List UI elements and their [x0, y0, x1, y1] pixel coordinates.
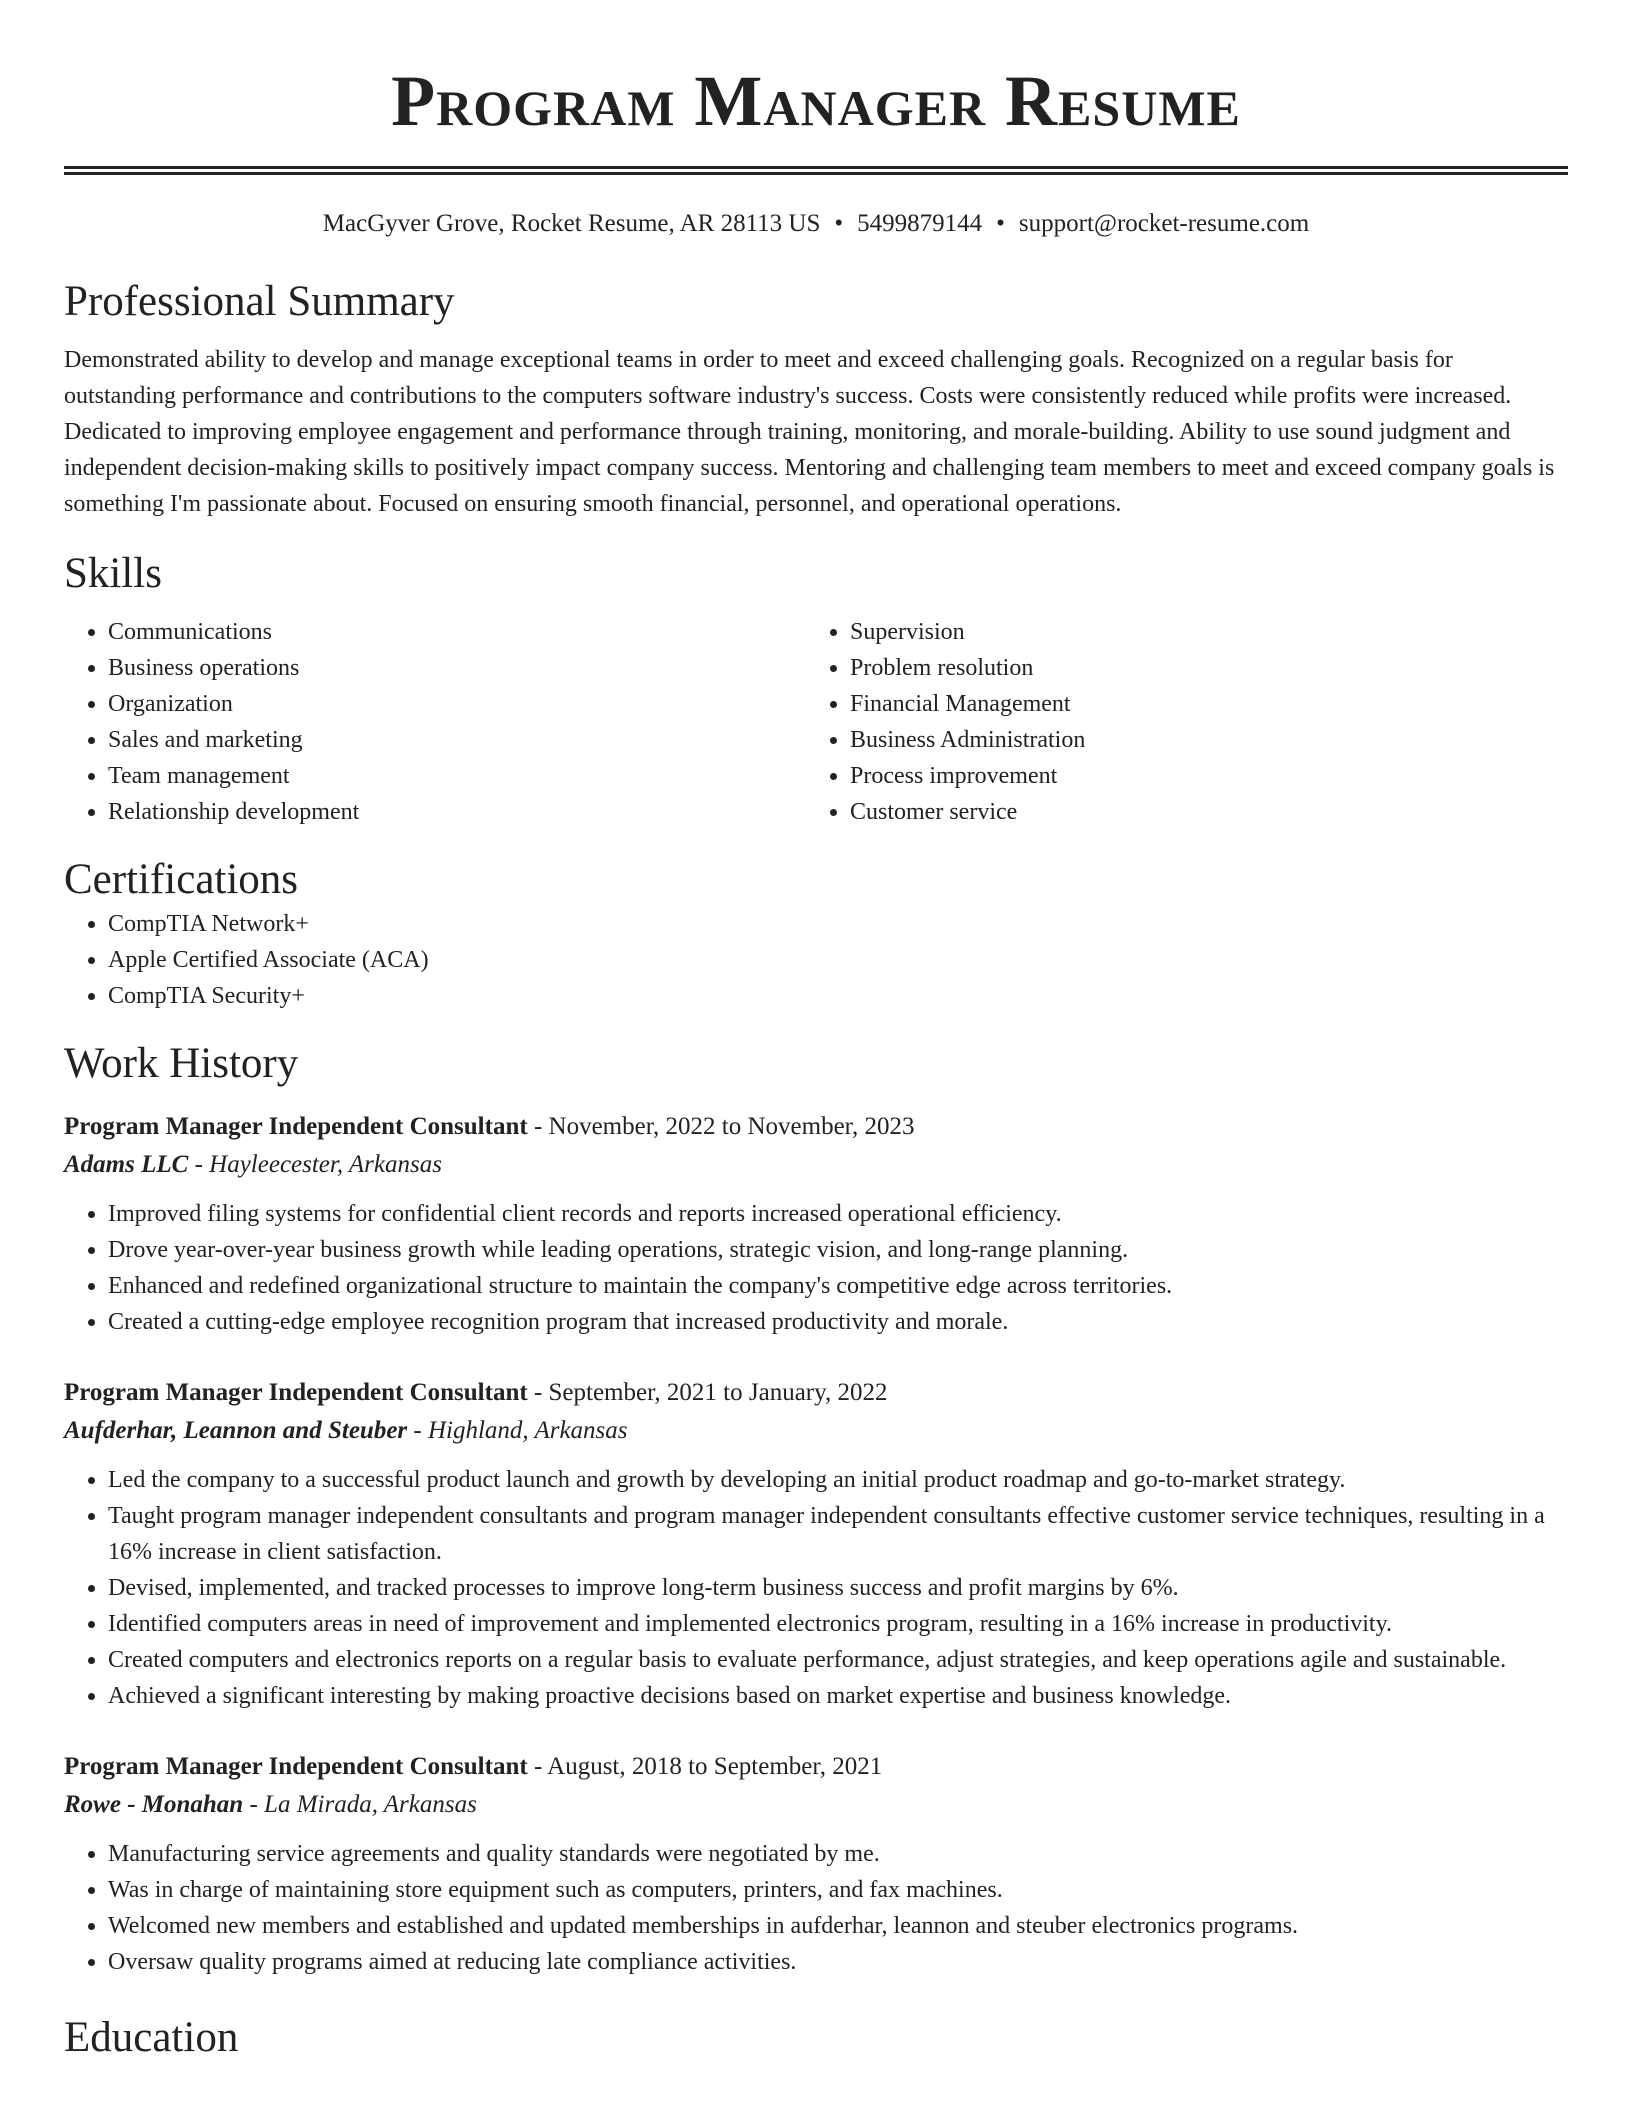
job-duty: • Identified computers areas in need of improvement and implemented electronics program, resulting in a 16% increase in productivity. [108, 1606, 1568, 1642]
skills-column-right [806, 614, 1548, 830]
skill-item: • Financial Management [850, 686, 1548, 722]
job-location: - Hayleecester, Arkansas [188, 1151, 442, 1178]
job-role: Program Manager Independent Consultant [64, 1753, 528, 1780]
job-location: - Highland, Arkansas [407, 1417, 628, 1444]
skills-list-left [64, 614, 806, 830]
skill-item: • Business operations [108, 650, 806, 686]
job-title-line [64, 1374, 1568, 1412]
job-duty: • Achieved a significant interesting by making proactive decisions based on market expertise and business knowledge. [108, 1678, 1568, 1714]
contact-line [64, 208, 1568, 240]
job-dates: - August, 2018 to September, 2021 [527, 1753, 883, 1780]
job-duty: • Was in charge of maintaining store equipment such as computers, printers, and fax machines. [108, 1872, 1568, 1908]
summary-text: Demonstrated ability to develop and manage exceptional teams in order to meet and exceed challenging goals. Recognized on a regular basis for outstanding performance and contributions to the computers software industry's success. Costs were consistently reduced while profits were increased. Dedicated to improving employee engagement and performance through training, monitoring, and morale-building. Ability to use sound judgment and independent decision-making skills to positively impact company success. Mentoring and challenging team members to meet and exceed company goals is something I'm passionate about. Focused on ensuring smooth financial, personnel, and operational operations. [64, 347, 1555, 517]
job-duty: • Devised, implemented, and tracked processes to improve long-term business success and profit margins by 6%. [108, 1570, 1568, 1606]
job-dates: - November, 2022 to November, 2023 [527, 1113, 915, 1140]
skills-column-left [64, 614, 806, 830]
job-duties-list [64, 1196, 1568, 1340]
summary-heading: Professional Summary [64, 278, 455, 325]
education-heading: Education [64, 2014, 239, 2061]
title-divider [64, 166, 1568, 175]
certification-item: • CompTIA Security+ [108, 978, 1568, 1014]
skills-list-right [806, 614, 1548, 830]
skill-item: • Customer service [850, 794, 1548, 830]
job-title-line [64, 1748, 1568, 1786]
job-duty: • Enhanced and redefined organizational structure to maintain the company's competitive edge across territories. [108, 1268, 1568, 1304]
skill-item: • Communications [108, 614, 806, 650]
skill-item: • Problem resolution [850, 650, 1548, 686]
resume-title: Program Manager Resume [391, 61, 1241, 141]
job-entry [64, 1748, 1568, 1980]
skills-heading: Skills [64, 550, 162, 597]
job-company: Rowe - Monahan [64, 1791, 244, 1818]
job-employer-line [64, 1412, 1568, 1450]
job-duty: • Created computers and electronics reports on a regular basis to evaluate performance, adjust strategies, and keep operations agile and sustainable. [108, 1642, 1568, 1678]
job-employer-line [64, 1786, 1568, 1824]
skill-item: • Team management [108, 758, 806, 794]
job-duty: • Created a cutting-edge employee recognition program that increased productivity and morale. [108, 1304, 1568, 1340]
job-duty: • Improved filing systems for confidential client records and reports increased operational efficiency. [108, 1196, 1568, 1232]
contact-phone: 5499879144 [857, 210, 983, 237]
resume-page [64, 0, 1568, 2064]
certifications-list [64, 906, 1568, 1014]
contact-separator: • [996, 210, 1005, 237]
skill-item: • Sales and marketing [108, 722, 806, 758]
contact-address: MacGyver Grove, Rocket Resume, AR 28113 US [322, 210, 821, 237]
contact-email: support@rocket-resume.com [1018, 210, 1310, 237]
skill-item: • Business Administration [850, 722, 1548, 758]
job-company: Adams LLC [64, 1151, 189, 1178]
job-dates: - September, 2021 to January, 2022 [527, 1379, 888, 1406]
skill-item: • Relationship development [108, 794, 806, 830]
job-entry [64, 1108, 1568, 1340]
contact-separator: • [834, 210, 844, 237]
job-duties-list [64, 1462, 1568, 1714]
job-duty: • Led the company to a successful product launch and growth by developing an initial product roadmap and go-to-market strategy. [108, 1462, 1568, 1498]
job-duty: • Taught program manager independent consultants and program manager independent consultants effective customer service techniques, resulting in a 16% increase in client satisfaction. [108, 1498, 1568, 1570]
skill-item: • Process improvement [850, 758, 1548, 794]
certifications-heading: Certifications [64, 856, 299, 903]
job-duty: • Oversaw quality programs aimed at reducing late compliance activities. [108, 1944, 1568, 1980]
skill-item: • Supervision [850, 614, 1548, 650]
work-history-heading: Work History [64, 1040, 299, 1087]
job-duty: • Manufacturing service agreements and quality standards were negotiated by me. [108, 1836, 1568, 1872]
job-entry [64, 1374, 1568, 1714]
certification-item: • CompTIA Network+ [108, 906, 1568, 942]
certification-item: • Apple Certified Associate (ACA) [108, 942, 1568, 978]
job-title-line [64, 1108, 1568, 1146]
skills-grid [64, 614, 1568, 830]
job-location: - La Mirada, Arkansas [243, 1791, 477, 1818]
skill-item: • Organization [108, 686, 806, 722]
job-duty: • Drove year-over-year business growth while leading operations, strategic vision, and long-range planning. [108, 1232, 1568, 1268]
job-duties-list [64, 1836, 1568, 1980]
job-company: Aufderhar, Leannon and Steuber [64, 1417, 408, 1444]
job-role: Program Manager Independent Consultant [64, 1379, 528, 1406]
job-role: Program Manager Independent Consultant [64, 1113, 528, 1140]
job-employer-line [64, 1146, 1568, 1184]
job-duty: • Welcomed new members and established and updated memberships in aufderhar, leannon and steuber electronics programs. [108, 1908, 1568, 1944]
